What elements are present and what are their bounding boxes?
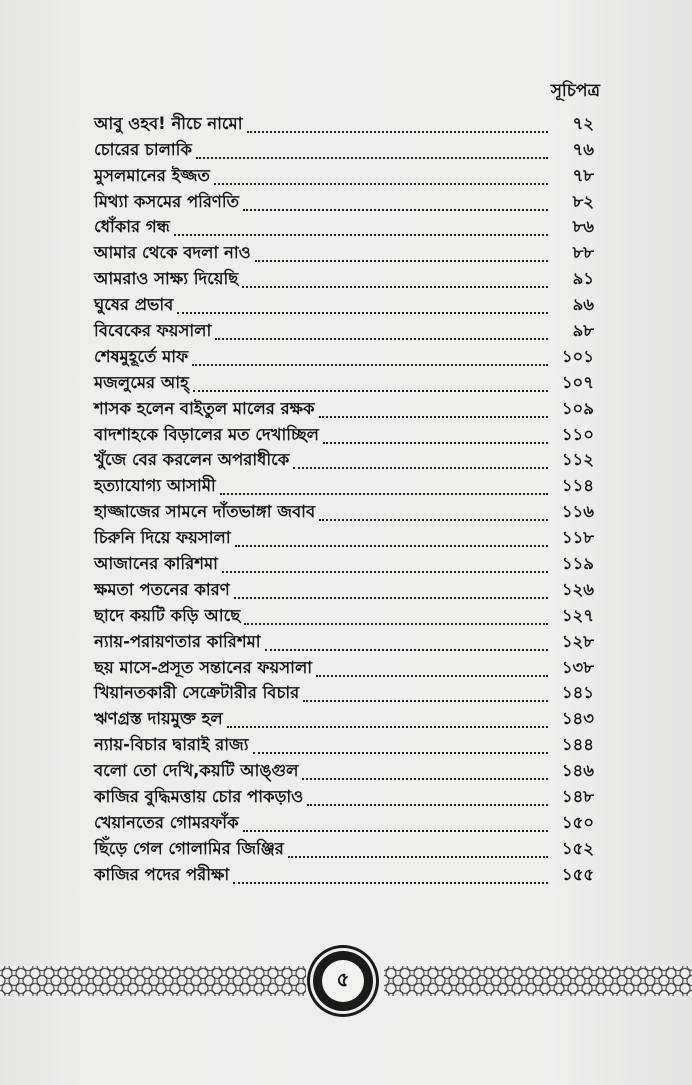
dot-leader [214, 182, 548, 185]
dot-leader [302, 777, 548, 780]
dot-leader [265, 648, 548, 651]
dot-leader [288, 855, 548, 858]
toc-entry-title: কাজির বুদ্ধিমত্তায় চোর পাকড়াও [94, 787, 304, 807]
toc-entry-page: ১৫৫ [561, 864, 594, 884]
toc-entry-title: ঋণগ্রস্ত দায়মুক্ত হল [94, 709, 223, 729]
dot-leader [235, 544, 548, 547]
toc-entry-page: ১৪৪ [561, 735, 594, 755]
toc-entry [94, 707, 594, 733]
toc-entry-page: ৭২ [572, 113, 594, 133]
toc-entry-page: ১১৬ [561, 502, 594, 522]
dot-leader [243, 208, 548, 211]
toc-entry-title: কাজির পদের পরীক্ষা [94, 864, 230, 884]
toc-entry-page: ৯১ [572, 269, 594, 289]
toc-entry-page: ১৪৮ [561, 787, 594, 807]
toc-entry-title: ছাদে কয়টি কড়ি আছে [94, 605, 241, 625]
dot-leader [220, 492, 548, 495]
toc-entry-title: শেষমুহূর্তে মাফ [94, 346, 189, 366]
dot-leader [227, 725, 548, 728]
toc-entry-title: আজানের কারিশমা [94, 554, 218, 574]
toc-entry-title: ছয় মাসে-প্রসূত সন্তানের ফয়সালা [94, 657, 313, 677]
toc-entry-page: ১১৯ [561, 554, 594, 574]
dot-leader [215, 337, 548, 340]
toc-entry-page: ৮৬ [572, 217, 594, 237]
toc-entry [94, 164, 594, 190]
toc-entry-page: ১০৭ [561, 372, 594, 392]
toc-entry-title: মুসলমানের ইজ্জত [94, 165, 210, 185]
dot-leader [174, 233, 548, 236]
toc-entry-page: ১৩৮ [561, 657, 594, 677]
toc-entry-page: ১৫০ [561, 812, 594, 832]
toc-entry [94, 578, 594, 604]
toc-entry-title: ন্যায়-পরায়ণতার কারিশমা [94, 631, 261, 651]
toc-entry-page: ১১০ [561, 424, 594, 444]
toc-entry-title: মজলুমের আহ্ [94, 372, 189, 392]
dot-leader [253, 751, 548, 754]
toc-entry [94, 837, 594, 863]
page-footer [0, 950, 692, 1010]
dot-leader [233, 881, 548, 884]
dot-leader [247, 130, 549, 133]
toc-entry-title: মিথ্যা কসমের পরিণতি [94, 191, 240, 211]
dot-leader [307, 803, 548, 806]
toc-entry-page: ৭৮ [572, 165, 594, 185]
toc-entry-page: ১১২ [561, 450, 594, 470]
toc-entry [94, 345, 594, 371]
toc-entry [94, 293, 594, 319]
dot-leader [323, 441, 548, 444]
table-of-contents [94, 112, 594, 889]
toc-entry-title: বলো তো দেখি,কয়টি আঙ্গুল [94, 761, 299, 781]
dot-leader [316, 674, 548, 677]
dot-leader [243, 829, 548, 832]
dot-leader [196, 156, 548, 159]
toc-entry [94, 190, 594, 216]
page-heading: সূচিপত্র [550, 81, 600, 101]
toc-entry [94, 397, 594, 423]
dot-leader [234, 596, 548, 599]
toc-entry-page: ১৪১ [561, 683, 594, 703]
toc-entry-page: ১০৯ [561, 398, 594, 418]
ornament-border-left [0, 966, 306, 996]
toc-entry [94, 785, 594, 811]
toc-entry-title: আমার থেকে বদলা নাও [94, 243, 251, 263]
toc-entry-page: ১২৮ [561, 631, 594, 651]
dot-leader [177, 311, 548, 314]
toc-entry [94, 863, 594, 889]
toc-entry-title: ক্ষমতা পতনের কারণ [94, 579, 230, 599]
toc-entry [94, 474, 594, 500]
page-number-medallion [313, 951, 373, 1011]
toc-entry [94, 138, 594, 164]
toc-entry [94, 552, 594, 578]
toc-entry [94, 604, 594, 630]
toc-entry [94, 500, 594, 526]
toc-entry-page: ৮৮ [572, 243, 594, 263]
dot-leader [242, 285, 548, 288]
dot-leader [192, 363, 548, 366]
dot-leader [303, 699, 548, 702]
toc-entry-page: ১৫২ [561, 838, 594, 858]
toc-entry-title: চিরুনি দিয়ে ফয়সালা [94, 528, 231, 548]
toc-entry [94, 656, 594, 682]
toc-entry-page: ১২৬ [561, 579, 594, 599]
toc-entry [94, 371, 594, 397]
toc-entry-title: ধোঁকার গন্ধ [94, 217, 170, 237]
toc-entry [94, 423, 594, 449]
toc-entry [94, 759, 594, 785]
dot-leader [319, 518, 548, 521]
dot-leader [244, 622, 548, 625]
toc-entry-page: ১২৭ [561, 605, 594, 625]
toc-entry-page: ১১৪ [561, 476, 594, 496]
dot-leader [193, 389, 548, 392]
toc-entry-title: আবু ওহব! নীচে নামো [94, 113, 243, 133]
dot-leader [222, 570, 548, 573]
toc-entry [94, 811, 594, 837]
dot-leader [319, 415, 548, 418]
toc-entry [94, 241, 594, 267]
page-number: ৫ [322, 960, 364, 1002]
toc-entry-title: বাদশাহকে বিড়ালের মত দেখাচ্ছিল [94, 424, 319, 444]
toc-entry [94, 526, 594, 552]
toc-entry-title: শাসক হলেন বাইতুল মালের রক্ষক [94, 398, 315, 418]
toc-entry-page: ১০১ [561, 346, 594, 366]
toc-entry [94, 216, 594, 242]
toc-entry [94, 267, 594, 293]
toc-entry-page: ৯৮ [572, 321, 594, 341]
toc-entry-page: ৭৬ [572, 139, 594, 159]
toc-entry-title: খিয়ানতকারী সেক্রেটারীর বিচার [94, 683, 300, 703]
toc-entry-page: ১৪৬ [561, 761, 594, 781]
toc-entry-title: খুঁজে বের করলেন অপরাধীকে [94, 450, 290, 470]
toc-entry-title: বিবেকের ফয়সালা [94, 321, 212, 341]
toc-entry [94, 449, 594, 475]
toc-entry [94, 112, 594, 138]
toc-entry-page: ১১৮ [561, 528, 594, 548]
toc-entry-title: খেয়ানতের গোমরফাঁক [94, 812, 239, 832]
toc-entry-title: চোরের চালাকি [94, 139, 192, 159]
ornament-border-right [384, 966, 692, 996]
toc-entry-page: ৮২ [572, 191, 594, 211]
toc-entry [94, 630, 594, 656]
toc-entry-title: আমরাও সাক্ষ্য দিয়েছি [94, 269, 239, 289]
toc-entry-page: ১৪৩ [561, 709, 594, 729]
dot-leader [255, 259, 548, 262]
toc-entry [94, 319, 594, 345]
toc-entry-page: ৯৬ [572, 295, 594, 315]
toc-entry [94, 733, 594, 759]
toc-entry-title: ন্যায়-বিচার দ্বারাই রাজ্য [94, 735, 249, 755]
toc-entry-title: হাজ্জাজের সামনে দাঁতভাঙ্গা জবাব [94, 502, 316, 522]
dot-leader [293, 466, 548, 469]
toc-entry-title: ঘুষের প্রভাব [94, 295, 174, 315]
toc-entry-title: ছিঁড়ে গেল গোলামির জিঞ্জির [94, 838, 284, 858]
toc-entry-title: হত্যাযোগ্য আসামী [94, 476, 216, 496]
toc-entry [94, 682, 594, 708]
